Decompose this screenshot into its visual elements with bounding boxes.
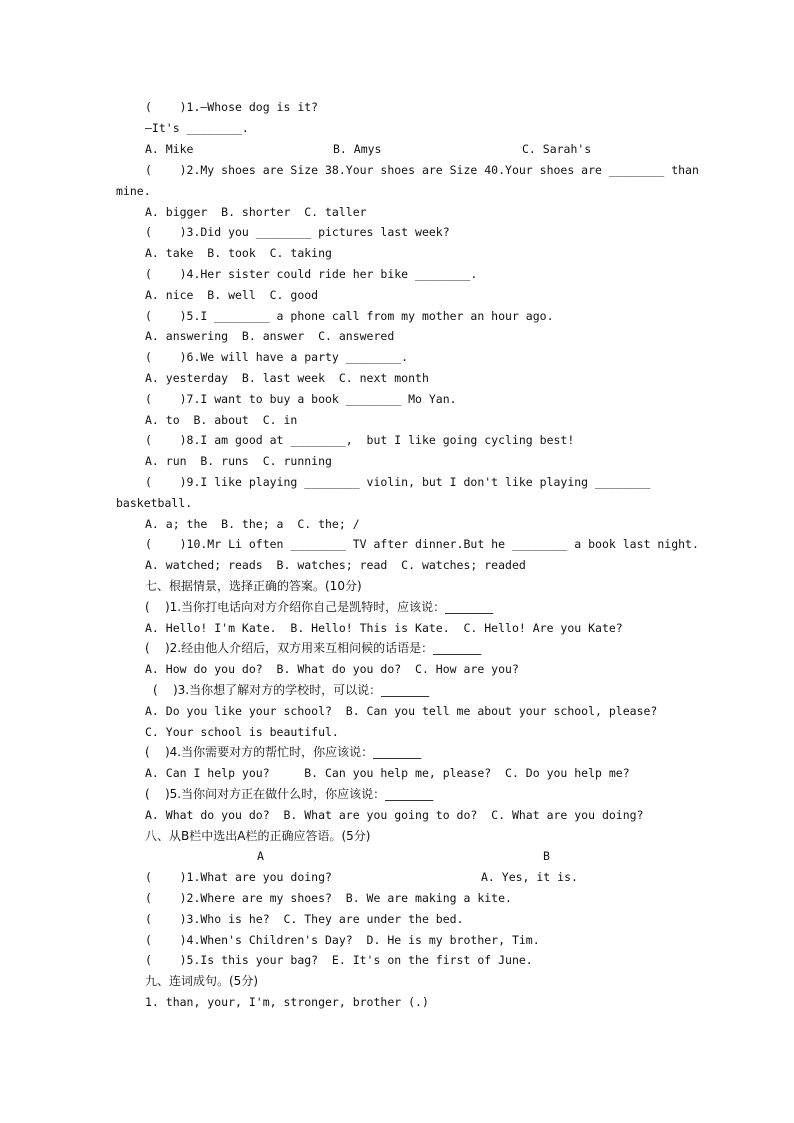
q9-stem: ( )9.I like playing ________ violin, but I don't like playing ________ [145,475,651,489]
q7-options: A. to B. about C. in [145,413,298,427]
s8-row-5: ( )5.Is this your bag? E. It's on the first of June. [145,953,533,967]
s8-row-1: ( )1.What are you doing? [145,870,332,884]
q1-option-c: C. Sarah's [522,142,592,156]
s8-row-2: ( )2.Where are my shoes? B. We are making a kite. [145,891,512,905]
q1-option-a: A. Mike [145,142,194,156]
q1-stem: ( )1.—Whose dog is it? [145,100,319,114]
q9-stem-cont: basketball. [116,496,193,510]
s7-q3-option-c: C. Your school is beautiful. [145,725,339,739]
q5-options: A. answering B. answer C. answered [145,329,395,343]
q1-answer-line: —It's ________. [145,121,249,135]
q2-stem: ( )2.My shoes are Size 38.Your shoes are Size 40.Your shoes are ________ than [145,163,699,177]
section8-heading: 八、从B栏中选出A栏的正确应答语。(5分) [145,829,371,843]
s7-q1-stem: ( )1.当你打电话向对方介绍你自己是凯特时，应该说：________ [145,600,494,614]
s7-q4-options: A. Can I help you? B. Can you help me, please? C. Do you help me? [145,766,630,780]
q10-stem: ( )10.Mr Li often ________ TV after dinner.But he ________ a book last night. [145,537,699,551]
s8-row-4: ( )4.When's Children's Day? D. He is my brother, Tim. [145,933,540,947]
s8-row-3: ( )3.Who is he? C. They are under the bed. [145,912,464,926]
s8-row-1-b: A. Yes, it is. [481,870,578,884]
q6-stem: ( )6.We will have a party ________. [145,350,409,364]
s7-q5-stem: ( )5.当你问对方正在做什么时，你应该说：________ [145,787,434,801]
q10-options: A. watched; reads B. watches; read C. watches; readed [145,558,526,572]
s7-q5-options: A. What do you do? B. What are you going to do? C. What are you doing? [145,808,644,822]
column-a-label: A [257,849,264,863]
s7-q2-options: A. How do you do? B. What do you do? C. How are you? [145,662,519,676]
q2-stem-cont: mine. [116,184,151,198]
s7-q2-stem: ( )2.经由他人介绍后，双方用来互相问候的话语是：________ [145,641,482,655]
q6-options: A. yesterday B. last week C. next month [145,371,429,385]
q4-stem: ( )4.Her sister could ride her bike ________. [145,267,478,281]
q5-stem: ( )5.I ________ a phone call from my mother an hour ago. [145,309,554,323]
column-b-label: B [543,849,550,863]
q4-options: A. nice B. well C. good [145,288,319,302]
s7-q3-options-ab: A. Do you like your school? B. Can you tell me about your school, please? [145,704,658,718]
q2-options: A. bigger B. shorter C. taller [145,205,367,219]
q8-options: A. run B. runs C. running [145,454,332,468]
q3-stem: ( )3.Did you ________ pictures last week? [145,225,450,239]
q9-options: A. a; the B. the; a C. the; / [145,517,360,531]
q7-stem: ( )7.I want to buy a book ________ Mo Yan. [145,392,457,406]
s7-q4-stem: ( )4.当你需要对方的帮忙时，你应该说：________ [145,745,422,759]
section7-heading: 七、根据情景，选择正确的答案。(10分) [145,579,362,593]
s9-q1: 1. than, your, I'm, stronger, brother (.) [145,995,429,1009]
section9-heading: 九、连词成句。(5分) [145,974,258,988]
q1-option-b: B. Amys [333,142,382,156]
s7-q3-stem: ( )3.当你想了解对方的学校时，可以说：________ [153,683,430,697]
s7-q1-options: A. Hello! I'm Kate. B. Hello! This is Kate. C. Hello! Are you Kate? [145,621,623,635]
q3-options: A. take B. took C. taking [145,246,332,260]
q8-stem: ( )8.I am good at ________, but I like going cycling best! [145,433,575,447]
